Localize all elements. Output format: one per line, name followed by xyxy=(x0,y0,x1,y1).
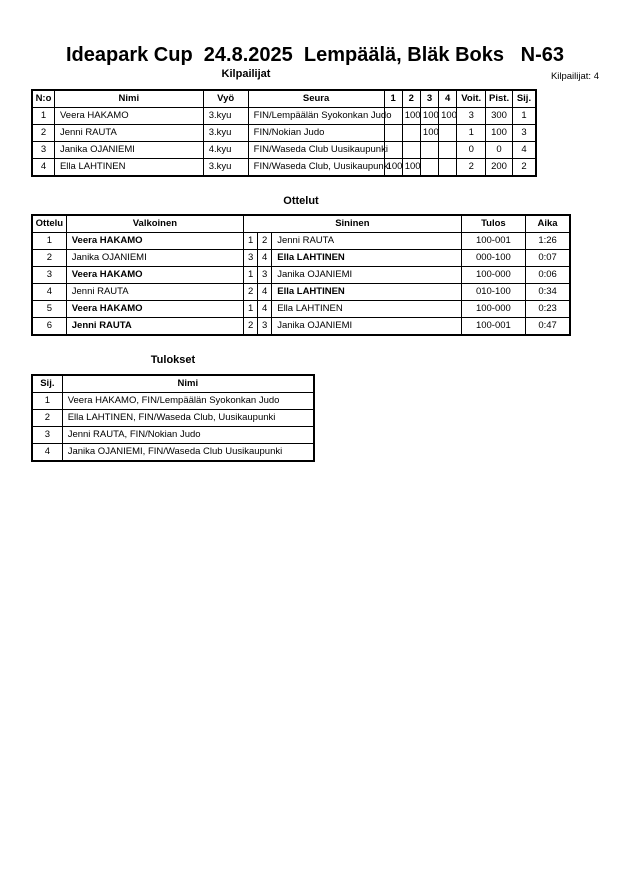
competitor-club: FIN/Lempäälän Syokonkan Judo xyxy=(248,108,384,125)
match-white-number: 1 xyxy=(244,301,258,318)
score-m2 xyxy=(402,142,420,159)
match-blue-name: Ella LAHTINEN xyxy=(272,284,461,301)
score-m4 xyxy=(439,159,457,177)
score-m3: 100 xyxy=(420,125,438,142)
score-m3 xyxy=(420,159,438,177)
page-title: Ideapark Cup 24.8.2025 Lempäälä, Bläk Boks N-63 xyxy=(65,44,564,66)
match-blue-name: Janika OJANIEMI xyxy=(272,267,461,284)
col-club: Seura xyxy=(248,90,384,108)
matches-table xyxy=(31,214,571,336)
score-m4: 100 xyxy=(439,108,457,125)
match-result: 100-000 xyxy=(461,267,525,284)
score-m4 xyxy=(439,142,457,159)
competitor-belt: 3.kyu xyxy=(203,159,248,177)
competitor-points: 300 xyxy=(486,108,513,125)
match-row xyxy=(32,318,570,336)
results-table xyxy=(31,374,315,462)
matches-heading: Ottelut xyxy=(283,195,319,207)
competitor-club: FIN/Nokian Judo xyxy=(248,125,384,142)
competitor-points: 0 xyxy=(486,142,513,159)
match-blue-name: Jenni RAUTA xyxy=(272,233,461,250)
result-row xyxy=(32,444,314,462)
result-name: Jenni RAUTA, FIN/Nokian Judo xyxy=(62,427,314,444)
result-place: 2 xyxy=(32,410,62,427)
match-time: 0:34 xyxy=(526,284,570,301)
match-white-name: Veera HAKAMO xyxy=(66,301,243,318)
match-row xyxy=(32,250,570,267)
match-blue-number: 2 xyxy=(258,233,272,250)
competitor-row xyxy=(32,108,536,125)
result-name: Janika OJANIEMI, FIN/Waseda Club Uusikaupunki xyxy=(62,444,314,462)
match-no: 6 xyxy=(32,318,66,336)
competitor-no: 4 xyxy=(32,159,54,177)
match-blue-number: 3 xyxy=(258,267,272,284)
match-white-number: 1 xyxy=(244,233,258,250)
competitor-wins: 3 xyxy=(457,108,486,125)
match-result: 100-001 xyxy=(461,318,525,336)
score-m2: 100 xyxy=(402,159,420,177)
results-heading: Tulokset xyxy=(150,354,196,366)
participant-count: Kilpailijat: 4 xyxy=(550,71,599,82)
match-blue-name: Ella LAHTINEN xyxy=(272,301,461,318)
results-header-row xyxy=(32,375,314,393)
match-time: 0:06 xyxy=(526,267,570,284)
score-m1 xyxy=(384,125,402,142)
competitor-row xyxy=(32,159,536,177)
result-row xyxy=(32,427,314,444)
match-result: 010-100 xyxy=(461,284,525,301)
competitors-heading: Kilpailijat xyxy=(221,68,271,80)
competitor-wins: 0 xyxy=(457,142,486,159)
col-blue: Sininen xyxy=(244,215,462,233)
col-name: Nimi xyxy=(54,90,203,108)
match-result: 100-000 xyxy=(461,301,525,318)
col-result-name: Nimi xyxy=(62,375,314,393)
col-m1: 1 xyxy=(384,90,402,108)
match-no: 4 xyxy=(32,284,66,301)
result-place: 4 xyxy=(32,444,62,462)
result-row xyxy=(32,410,314,427)
match-time: 0:23 xyxy=(526,301,570,318)
competitor-wins: 1 xyxy=(457,125,486,142)
result-place: 1 xyxy=(32,393,62,410)
col-match-no: Ottelu xyxy=(32,215,66,233)
col-result: Tulos xyxy=(461,215,525,233)
col-m3: 3 xyxy=(420,90,438,108)
score-m1: 100 xyxy=(384,159,402,177)
match-white-number: 1 xyxy=(244,267,258,284)
match-row xyxy=(32,284,570,301)
competitor-name: Jenni RAUTA xyxy=(54,125,203,142)
match-result: 000-100 xyxy=(461,250,525,267)
competitor-belt: 3.kyu xyxy=(203,108,248,125)
competitor-name: Janika OJANIEMI xyxy=(54,142,203,159)
result-name: Veera HAKAMO, FIN/Lempäälän Syokonkan Judo xyxy=(62,393,314,410)
col-points: Pist. xyxy=(486,90,513,108)
match-blue-number: 4 xyxy=(258,250,272,267)
match-white-number: 2 xyxy=(244,318,258,336)
col-no: N:o xyxy=(32,90,54,108)
competitors-header-row xyxy=(32,90,536,108)
match-white-name: Veera HAKAMO xyxy=(66,233,243,250)
competitor-place: 2 xyxy=(512,159,536,177)
competitor-place: 4 xyxy=(512,142,536,159)
competitor-place: 1 xyxy=(512,108,536,125)
competitor-name: Ella LAHTINEN xyxy=(54,159,203,177)
competitor-belt: 3.kyu xyxy=(203,125,248,142)
match-white-number: 2 xyxy=(244,284,258,301)
score-m3 xyxy=(420,142,438,159)
match-result: 100-001 xyxy=(461,233,525,250)
competitor-points: 200 xyxy=(486,159,513,177)
score-m2 xyxy=(402,125,420,142)
result-name: Ella LAHTINEN, FIN/Waseda Club, Uusikaupunki xyxy=(62,410,314,427)
result-place: 3 xyxy=(32,427,62,444)
col-m2: 2 xyxy=(402,90,420,108)
match-no: 5 xyxy=(32,301,66,318)
result-row xyxy=(32,393,314,410)
competitor-no: 3 xyxy=(32,142,54,159)
score-m3: 100 xyxy=(420,108,438,125)
competitor-club: FIN/Waseda Club Uusikaupunki xyxy=(248,142,384,159)
competitor-no: 1 xyxy=(32,108,54,125)
match-blue-number: 4 xyxy=(258,301,272,318)
competitor-belt: 4.kyu xyxy=(203,142,248,159)
competitor-row xyxy=(32,142,536,159)
score-m2: 100 xyxy=(402,108,420,125)
col-time: Aika xyxy=(526,215,570,233)
match-no: 3 xyxy=(32,267,66,284)
competitor-club: FIN/Waseda Club, Uusikaupunki xyxy=(248,159,384,177)
col-m4: 4 xyxy=(439,90,457,108)
match-no: 1 xyxy=(32,233,66,250)
match-white-name: Veera HAKAMO xyxy=(66,267,243,284)
match-no: 2 xyxy=(32,250,66,267)
col-result-place: Sij. xyxy=(32,375,62,393)
competitor-wins: 2 xyxy=(457,159,486,177)
match-time: 1:26 xyxy=(526,233,570,250)
match-time: 0:47 xyxy=(526,318,570,336)
match-blue-number: 4 xyxy=(258,284,272,301)
match-row xyxy=(32,301,570,318)
matches-header-row xyxy=(32,215,570,233)
match-white-name: Jenni RAUTA xyxy=(66,284,243,301)
competitor-row xyxy=(32,125,536,142)
competitor-points: 100 xyxy=(486,125,513,142)
match-blue-name: Ella LAHTINEN xyxy=(272,250,461,267)
competitor-place: 3 xyxy=(512,125,536,142)
match-blue-name: Janika OJANIEMI xyxy=(272,318,461,336)
competitor-name: Veera HAKAMO xyxy=(54,108,203,125)
score-m4 xyxy=(439,125,457,142)
match-time: 0:07 xyxy=(526,250,570,267)
col-belt: Vyö xyxy=(203,90,248,108)
match-row xyxy=(32,233,570,250)
match-white-number: 3 xyxy=(244,250,258,267)
match-blue-number: 3 xyxy=(258,318,272,336)
col-white: Valkoinen xyxy=(66,215,243,233)
competitor-no: 2 xyxy=(32,125,54,142)
match-white-name: Jenni RAUTA xyxy=(66,318,243,336)
col-place: Sij. xyxy=(512,90,536,108)
col-wins: Voit. xyxy=(457,90,486,108)
competitors-table xyxy=(31,89,537,177)
match-white-name: Janika OJANIEMI xyxy=(66,250,243,267)
match-row xyxy=(32,267,570,284)
